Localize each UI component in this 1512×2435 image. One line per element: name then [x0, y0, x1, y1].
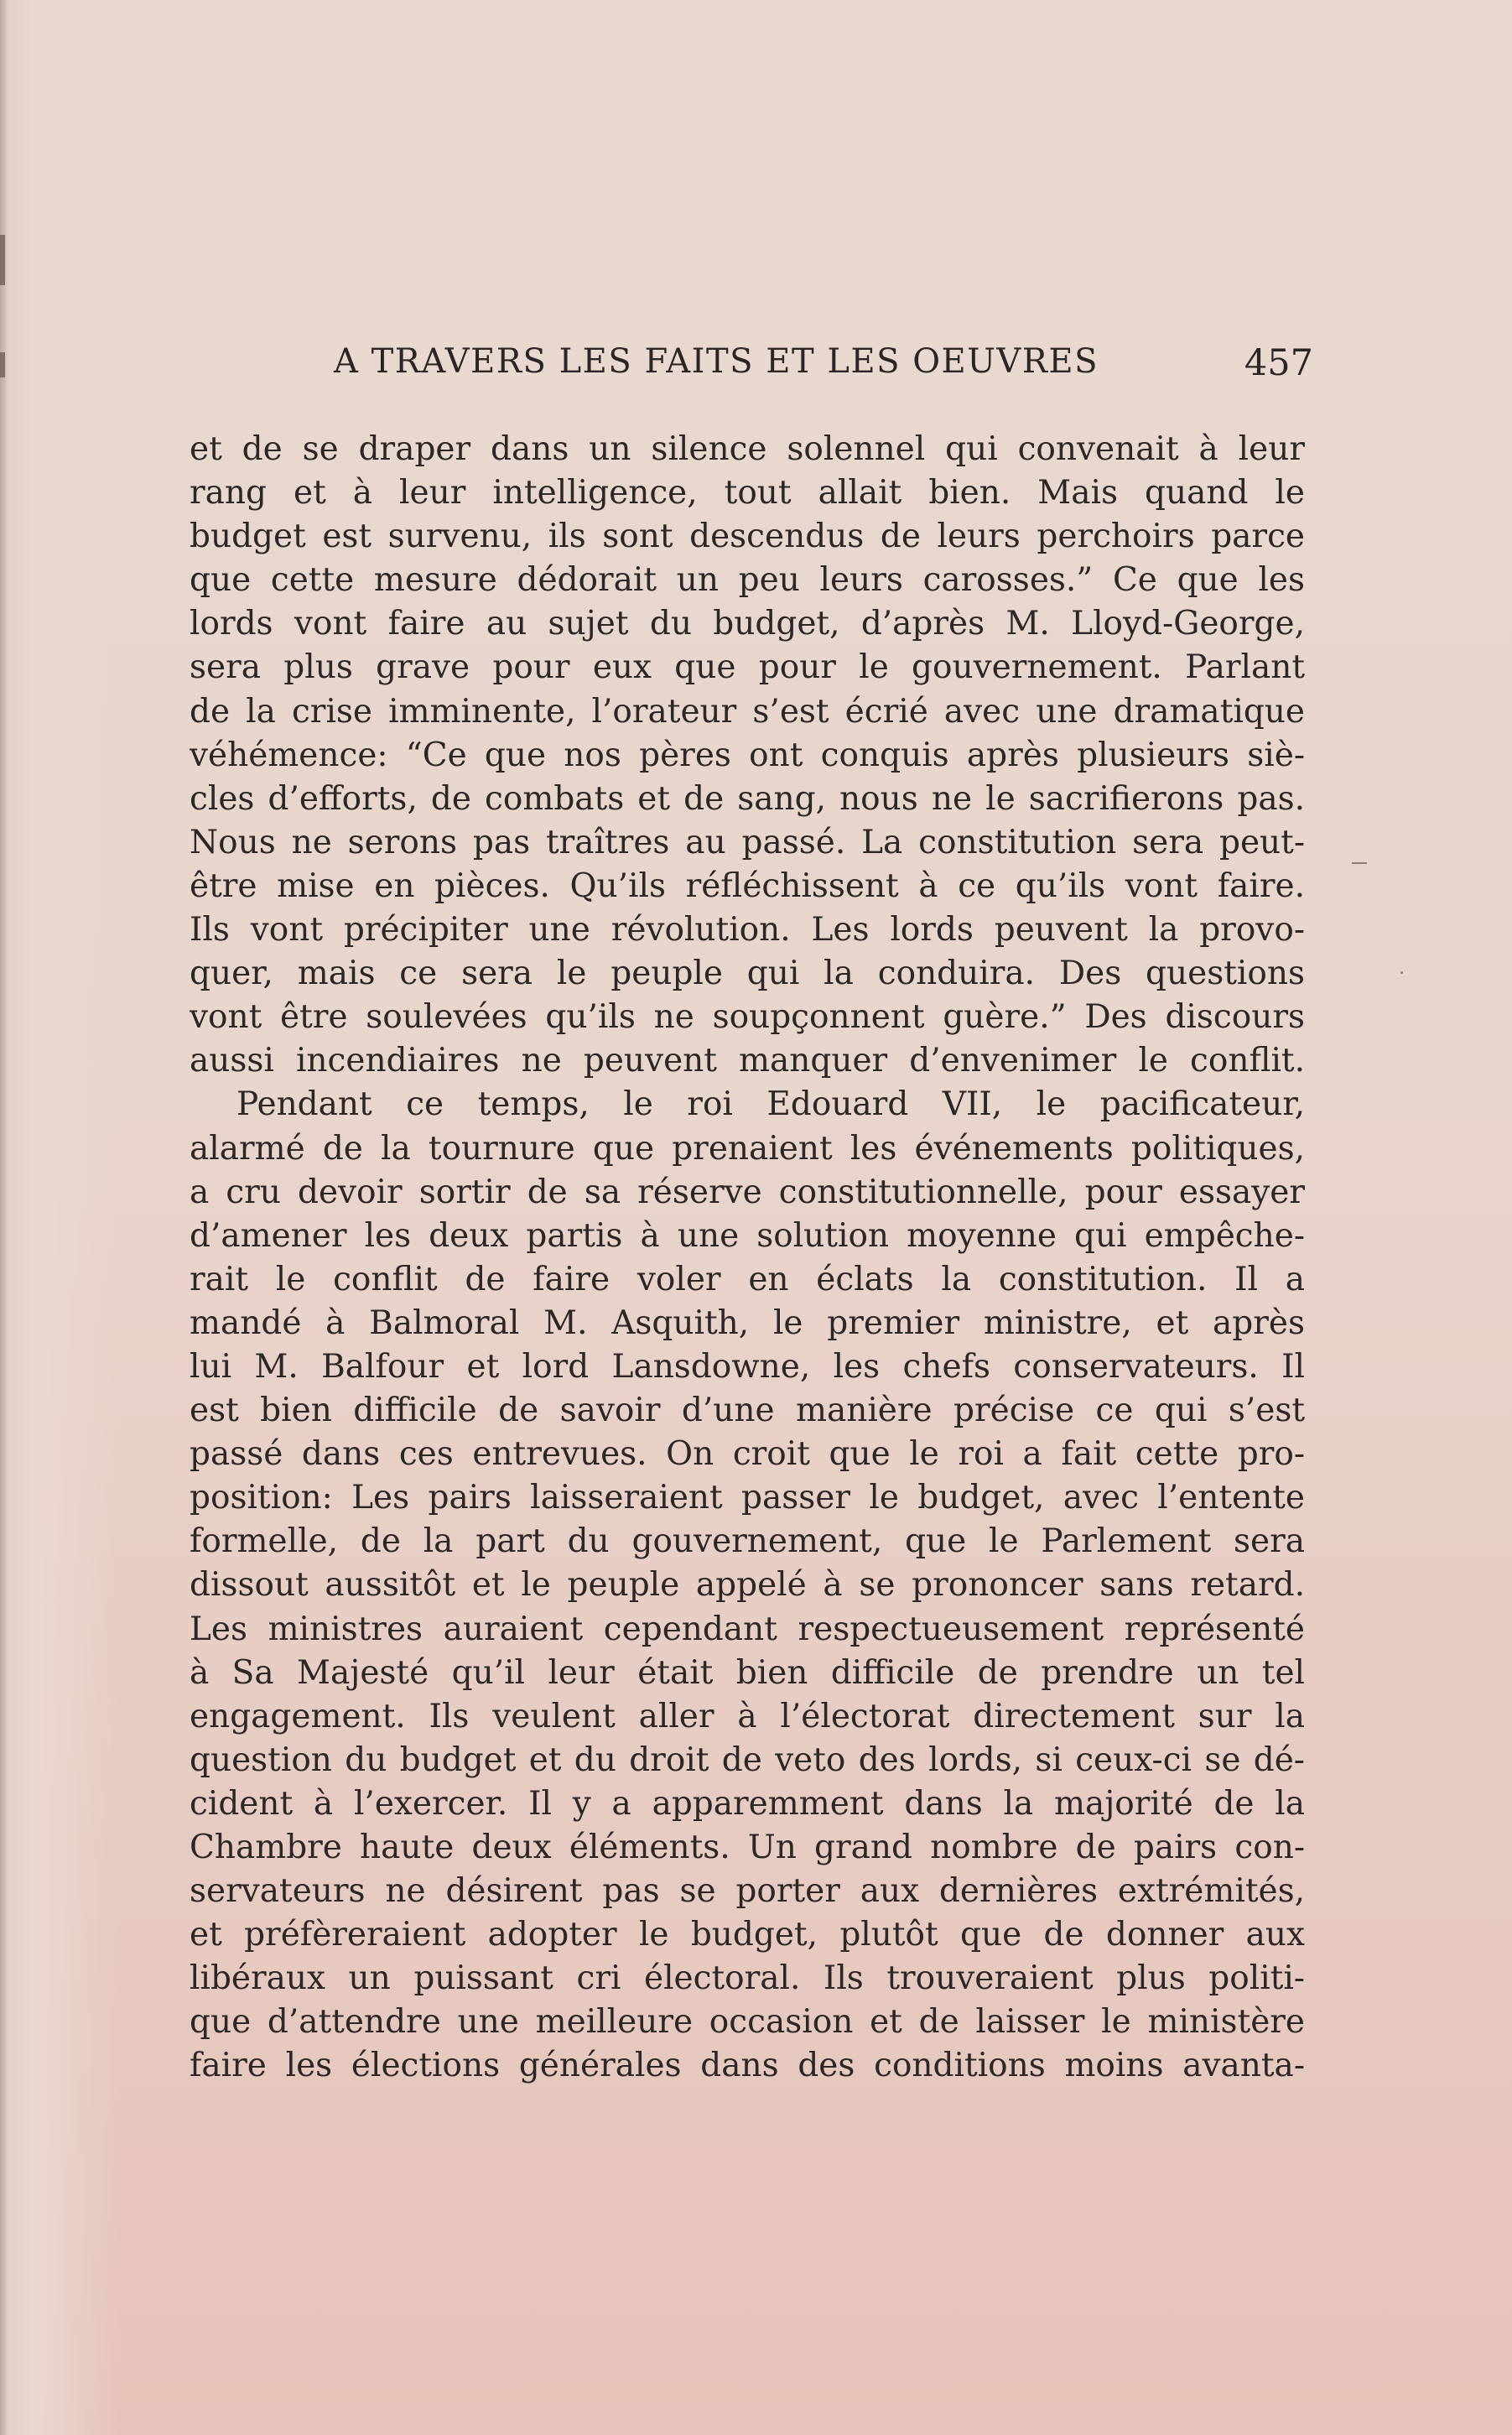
text-line: position: Les pairs laisseraient passer le budget, avec l’entente	[190, 1479, 1305, 1517]
text-line: rait le conflit de faire voler en éclats la constitution. Il a	[190, 1260, 1305, 1298]
text-line: Ils vont précipiter une révolution. Les lords peuvent la provo-	[190, 911, 1305, 950]
text-line: question du budget et du droit de veto des lords, si ceux-ci se dé-	[190, 1740, 1305, 1779]
text-line: est bien difficile de savoir d’une manière précise ce qui s’est	[190, 1392, 1305, 1430]
text-line: cles d’efforts, de combats et de sang, nous ne le sacrifierons pas.	[190, 779, 1305, 818]
text-line: que d’attendre une meilleure occasion et de laisser le ministère	[190, 2003, 1305, 2042]
text-line: et préfèreraient adopter le budget, plutôt que de donner aux	[190, 1916, 1305, 1954]
text-line: d’amener les deux partis à une solution moyenne qui empêche-	[190, 1216, 1305, 1255]
text-line: cident à l’exercer. Il y a apparemment dans la majorité de la	[190, 1784, 1305, 1823]
page-number: 457	[1244, 342, 1313, 384]
text-line: engagement. Ils veulent aller à l’électorat directement sur la	[190, 1697, 1305, 1735]
paragraph-end-line: aussi incendiaires ne peuvent manquer d’envenimer le conflit.	[190, 1042, 1305, 1080]
text-line: servateurs ne désirent pas se porter aux dernières extrémités,	[190, 1872, 1305, 1911]
text-line: passé dans ces entrevues. On croit que le roi a fait cette pro-	[190, 1435, 1305, 1474]
body-text	[190, 428, 1305, 2089]
print-speck	[1352, 862, 1367, 864]
text-line: budget est survenu, ils sont descendus de leurs perchoirs parce	[190, 518, 1305, 556]
text-line: Chambre haute deux éléments. Un grand nombre de pairs con-	[190, 1829, 1305, 1866]
text-line: alarmé de la tournure que prenaient les événements politiques,	[190, 1129, 1305, 1168]
text-line: Les ministres auraient cependant respectueusement représenté	[190, 1610, 1305, 1648]
paragraph-first-line: Pendant ce temps, le roi Edouard VII, le pacificateur,	[236, 1085, 1305, 1124]
text-line: libéraux un puissant cri électoral. Ils trouveraient plus politi-	[190, 1959, 1305, 1998]
text-line: vont être soulevées qu’ils ne soupçonnent guère.” Des discours	[190, 998, 1305, 1037]
text-line: a cru devoir sortir de sa réserve constitutionnelle, pour essayer	[190, 1173, 1305, 1211]
running-title: A TRAVERS LES FAITS ET LES OEUVRES	[334, 342, 1099, 381]
text-line: sera plus grave pour eux que pour le gouvernement. Parlant	[190, 648, 1305, 687]
text-line: Nous ne serons pas traîtres au passé. La constitution sera peut-	[190, 823, 1305, 861]
text-line: quer, mais ce sera le peuple qui la conduira. Des questions	[190, 955, 1305, 993]
running-header	[334, 342, 1313, 393]
text-line: et de se draper dans un silence solennel qui convenait à leur	[190, 430, 1305, 468]
print-speck	[1400, 971, 1403, 974]
text-line: véhémence: “Ce que nos pères ont conquis après plusieurs siè-	[190, 736, 1305, 774]
edge-mark	[0, 352, 5, 377]
text-line: lords vont faire au sujet du budget, d’après M. Lloyd-George,	[190, 605, 1305, 643]
text-line: rang et à leur intelligence, tout allait bien. Mais quand le	[190, 474, 1305, 512]
text-line: que cette mesure dédorait un peu leurs carosses.” Ce que les	[190, 561, 1305, 600]
text-line: lui M. Balfour et lord Lansdowne, les chefs conservateurs. Il	[190, 1347, 1305, 1386]
text-line: de la crise imminente, l’orateur s’est écrié avec une dramatique	[190, 692, 1305, 731]
text-line: dissout aussitôt et le peuple appelé à se prononcer sans retard.	[190, 1566, 1305, 1605]
edge-mark	[0, 235, 5, 285]
text-line: formelle, de la part du gouvernement, que le Parlement sera	[190, 1522, 1305, 1561]
text-line: être mise en pièces. Qu’ils réfléchissent à ce qu’ils vont faire.	[190, 866, 1305, 905]
text-line: à Sa Majesté qu’il leur était bien difficile de prendre un tel	[190, 1653, 1305, 1692]
text-line: faire les élections générales dans des conditions moins avanta-	[190, 2047, 1305, 2085]
text-line: mandé à Balmoral M. Asquith, le premier ministre, et après	[190, 1303, 1305, 1342]
